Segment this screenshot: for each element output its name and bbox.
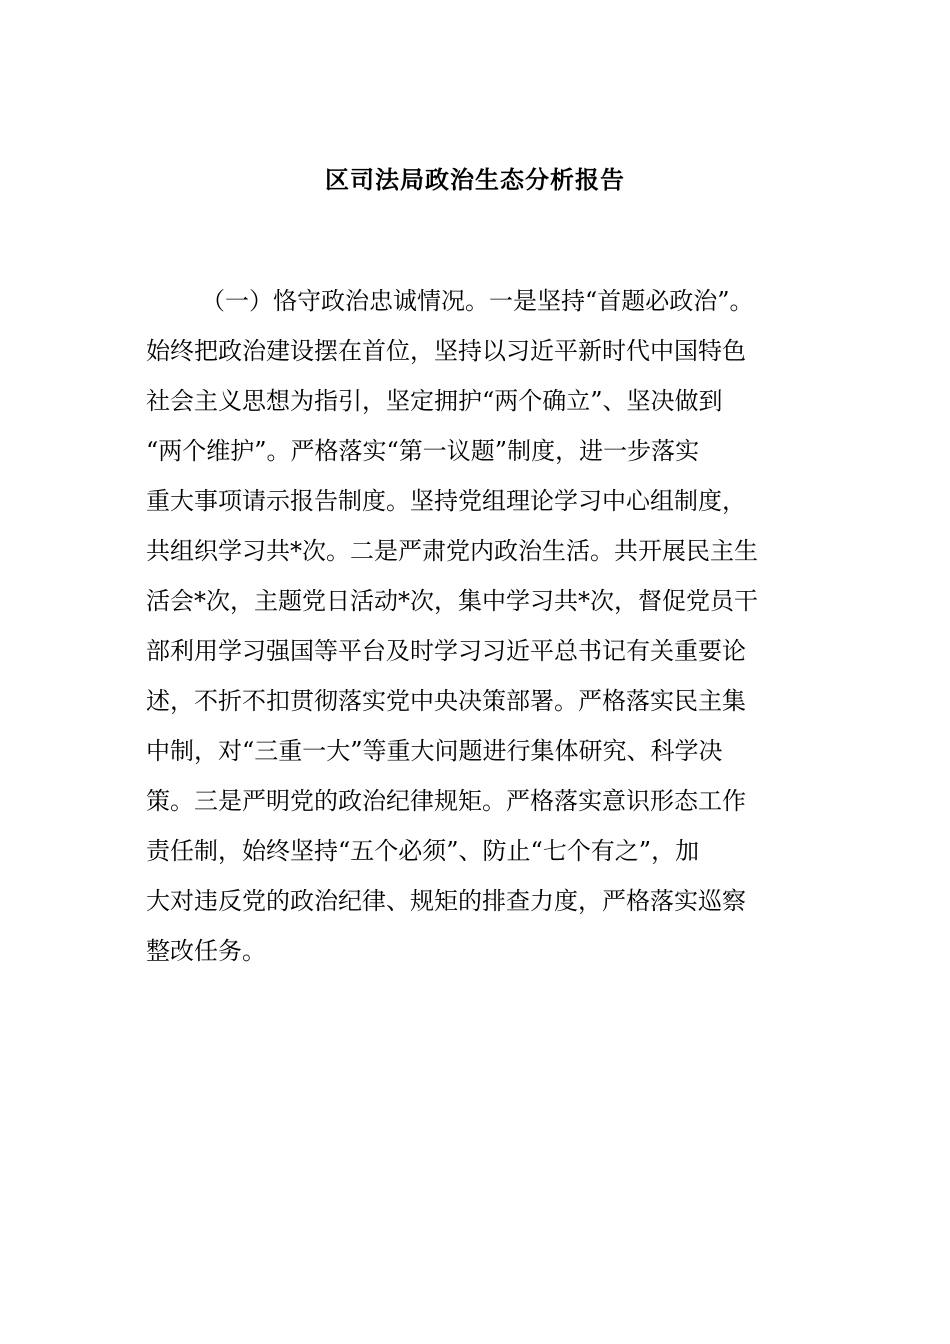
- document-title: 区司法局政治生态分析报告: [325, 165, 625, 194]
- paragraph-line: 始终把政治建设摆在首位，坚持以习近平新时代中国特色: [146, 337, 746, 365]
- paragraph-line: 部利用学习强国等平台及时学习习近平总书记有关重要论: [146, 637, 746, 665]
- paragraph-line: 大对违反党的政治纪律、规矩的排查力度，严格落实巡察: [146, 887, 746, 915]
- paragraph-line: 述，不折不扣贯彻落实党中央决策部署。严格落实民主集: [146, 687, 746, 715]
- paragraph-line: 责任制，始终坚持“五个必须”、防止“七个有之”，加: [146, 837, 700, 865]
- paragraph-line: （一）恪守政治忠诚情况。一是坚持“首题必政治”。: [201, 287, 754, 315]
- paragraph-line: 整改任务。: [146, 937, 266, 965]
- paragraph-line: 中制，对“三重一大”等重大问题进行集体研究、科学决: [146, 737, 723, 765]
- paragraph-line: 策。三是严明党的政治纪律规矩。严格落实意识形态工作: [146, 787, 746, 815]
- paragraph-line: “两个维护”。严格落实“第一议题”制度，进一步落实: [146, 437, 700, 465]
- paragraph-line: 活会*次，主题党日活动*次，集中学习共*次，督促党员干: [146, 587, 758, 615]
- paragraph-line: 社会主义思想为指引，坚定拥护“两个确立”、坚决做到: [146, 387, 723, 415]
- paragraph-line: 共组织学习共*次。二是严肃党内政治生活。共开展民主生: [146, 537, 758, 565]
- section-paragraph: [146, 276, 846, 976]
- paragraph-line: 重大事项请示报告制度。坚持党组理论学习中心组制度，: [146, 487, 746, 515]
